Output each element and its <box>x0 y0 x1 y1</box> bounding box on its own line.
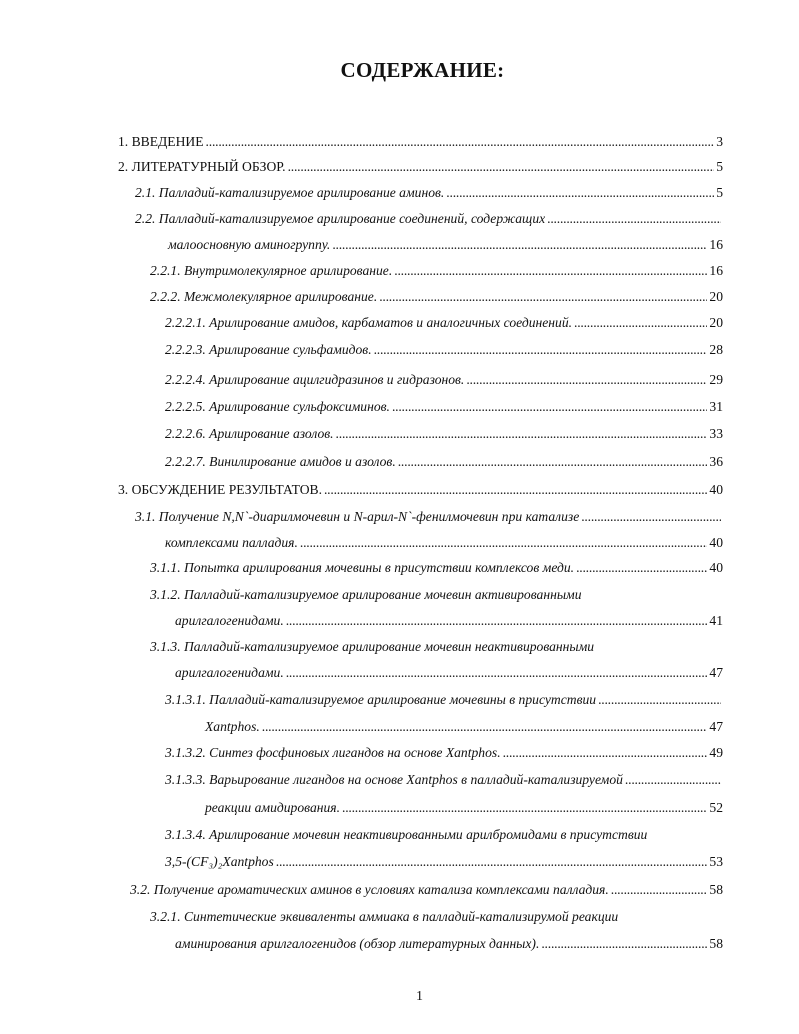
toc-entry-page: 5 <box>716 185 723 200</box>
dot-leader <box>276 853 708 871</box>
toc-entry <box>165 371 723 389</box>
toc-entry-title: реакции амидирования. <box>205 800 340 815</box>
toc-entry <box>165 398 723 416</box>
toc-entry <box>175 935 723 953</box>
toc-entry-title: комплексами палладия. <box>165 535 298 550</box>
toc-entry-title: 2.2.2.3. Арилирование сульфамидов. <box>165 342 372 357</box>
toc-entry-page: 58 <box>709 882 723 897</box>
toc-entry-page: 5 <box>716 159 723 174</box>
dot-leader <box>324 481 707 499</box>
dot-leader <box>288 158 715 176</box>
toc-entry <box>118 158 723 176</box>
dot-leader <box>547 210 721 228</box>
toc-entry-page: 29 <box>709 372 723 387</box>
toc-entry-title: 2. ЛИТЕРАТУРНЫЙ ОБЗОР. <box>118 159 286 174</box>
toc-entry-title: 1. ВВЕДЕНИЕ <box>118 134 204 149</box>
toc-entry-title: 3.2.1. Синтетические эквиваленты аммиака в палладий-катализирумой реакции <box>150 909 619 924</box>
toc-entry-page: 16 <box>709 237 723 252</box>
toc-entry <box>165 341 723 359</box>
toc-entry-page: 49 <box>709 745 723 760</box>
toc-entry <box>165 453 723 471</box>
toc-entry-page: 40 <box>709 560 723 575</box>
toc-entry-title: 3.1. Получение N,N`-диарилмочевин и N-арил-N`-фенилмочевин при катализе <box>135 509 580 524</box>
dot-leader <box>332 236 707 254</box>
toc-entry <box>165 691 723 709</box>
dot-leader <box>598 691 721 709</box>
toc-entry-title: арилгалогенидами. <box>175 665 284 680</box>
dot-leader <box>286 612 708 630</box>
toc-entry-title: 2.2.1. Внутримолекулярное арилирование. <box>150 263 393 278</box>
toc-entry-title: аминирования арилгалогенидов (обзор литературных данных). <box>175 936 540 951</box>
toc-entry <box>118 133 723 151</box>
dot-leader <box>342 799 707 817</box>
toc-entry-page: 16 <box>709 263 723 278</box>
dot-leader <box>379 288 707 306</box>
toc-entry-title: 3,5-(CF₃)₂Xantphos <box>165 854 274 869</box>
toc-entry-title: 2.2.2.7. Винилирование амидов и азолов. <box>165 454 396 469</box>
toc-entry-title: Xantphos. <box>205 719 260 734</box>
dot-leader <box>286 664 708 682</box>
toc-entry-page: 53 <box>709 854 723 869</box>
toc-entry-page: 3 <box>716 134 723 149</box>
toc-entry-page: 20 <box>709 289 723 304</box>
toc-entry-title: 3.2. Получение ароматических аминов в условиях катализа комплексами палладия. <box>130 882 609 897</box>
toc-entry <box>205 799 723 817</box>
toc-entry-page: 58 <box>709 936 723 951</box>
toc-entry-page: 40 <box>709 482 723 497</box>
toc-entry-page: 28 <box>709 342 723 357</box>
dot-leader <box>394 262 707 280</box>
dot-leader <box>446 184 714 202</box>
toc-entry-title: 3.1.3.1. Палладий-катализируемое арилирование мочевины в присутствии <box>165 692 597 707</box>
page-title: СОДЕРЖАНИЕ: <box>340 58 505 82</box>
dot-leader <box>336 425 708 443</box>
toc-entry-title: малоосновную аминогруппу. <box>168 237 331 252</box>
toc-entry <box>135 508 723 526</box>
toc-entry <box>165 534 723 552</box>
toc-entry-title: 2.2.2.4. Арилирование ацилгидразинов и гидразонов. <box>165 372 465 387</box>
dot-leader <box>611 881 708 899</box>
dot-leader <box>206 133 715 151</box>
toc-entry <box>165 853 723 871</box>
dot-leader <box>374 341 708 359</box>
toc-entry-page: 41 <box>709 613 723 628</box>
toc-entry <box>135 210 723 228</box>
toc-entry-page: 33 <box>709 426 723 441</box>
toc-entry <box>130 881 723 899</box>
dot-leader <box>574 314 707 332</box>
dot-leader <box>541 935 707 953</box>
dot-leader <box>300 534 708 552</box>
toc-entry-title: 2.2.2.1. Арилирование амидов, карбаматов и аналогичных соединений. <box>165 315 573 330</box>
toc-entry-page: 31 <box>709 399 723 414</box>
toc-entry <box>165 826 647 844</box>
toc-entry-title: 3.1.1. Попытка арилирования мочевины в присутствии комплексов меди. <box>150 560 575 575</box>
toc-entry <box>168 236 723 254</box>
toc-entry-page: 47 <box>709 665 723 680</box>
toc-entry <box>150 638 594 656</box>
toc-entry-page: 47 <box>709 719 723 734</box>
toc-entry-page: 40 <box>709 535 723 550</box>
dot-leader <box>262 718 708 736</box>
toc-entry-page: 36 <box>709 454 723 469</box>
toc-entry-title: арилгалогенидами. <box>175 613 284 628</box>
dot-leader <box>392 398 707 416</box>
toc-entry-title: 2.1. Палладий-катализируемое арилирование аминов. <box>135 185 445 200</box>
toc-entry-title: 2.2.2.6. Арилирование азолов. <box>165 426 334 441</box>
dot-leader <box>581 508 721 526</box>
toc-entry-title: 3.1.3. Палладий-катализируемое арилирование мочевин неактивированными <box>150 639 595 654</box>
toc-entry <box>150 908 618 926</box>
dot-leader <box>625 771 721 789</box>
toc-entry-title: 3.1.3.3. Варьирование лигандов на основе Xantphos в палладий-катализируемой <box>165 772 623 787</box>
toc-entry <box>118 481 723 499</box>
toc-entry <box>135 184 723 202</box>
toc-entry <box>150 262 723 280</box>
dot-leader <box>398 453 708 471</box>
toc-entry-title: 3.1.3.4. Арилирование мочевин неактивированными арилбромидами в присутствии <box>165 827 648 842</box>
toc-entry-title: 3. ОБСУЖДЕНИЕ РЕЗУЛЬТАТОВ. <box>118 482 322 497</box>
toc-entry <box>165 425 723 443</box>
toc-entry <box>150 586 582 604</box>
toc-entry <box>175 664 723 682</box>
toc-entry <box>165 314 723 332</box>
toc-entry-title: 2.2.2.5. Арилирование сульфоксиминов. <box>165 399 390 414</box>
toc-entry-title: 3.1.2. Палладий-катализируемое арилирование мочевин активированными <box>150 587 582 602</box>
toc-entry <box>150 288 723 306</box>
dot-leader <box>466 371 707 389</box>
toc-entry-title: 2.2.2. Межмолекулярное арилирование. <box>150 289 378 304</box>
page-number: 1 <box>416 989 423 1004</box>
toc-entry-title: 3.1.3.2. Синтез фосфиновых лигандов на основе Xantphos. <box>165 745 501 760</box>
toc-entry-page: 20 <box>709 315 723 330</box>
toc-entry <box>165 744 723 762</box>
dot-leader <box>503 744 708 762</box>
toc-entry-page: 52 <box>709 800 723 815</box>
dot-leader <box>576 559 707 577</box>
toc-entry <box>175 612 723 630</box>
toc-entry <box>165 771 723 789</box>
toc-entry <box>205 718 723 736</box>
toc-entry <box>150 559 723 577</box>
toc-entry-title: 2.2. Палладий-катализируемое арилирование соединений, содержащих <box>135 211 546 226</box>
